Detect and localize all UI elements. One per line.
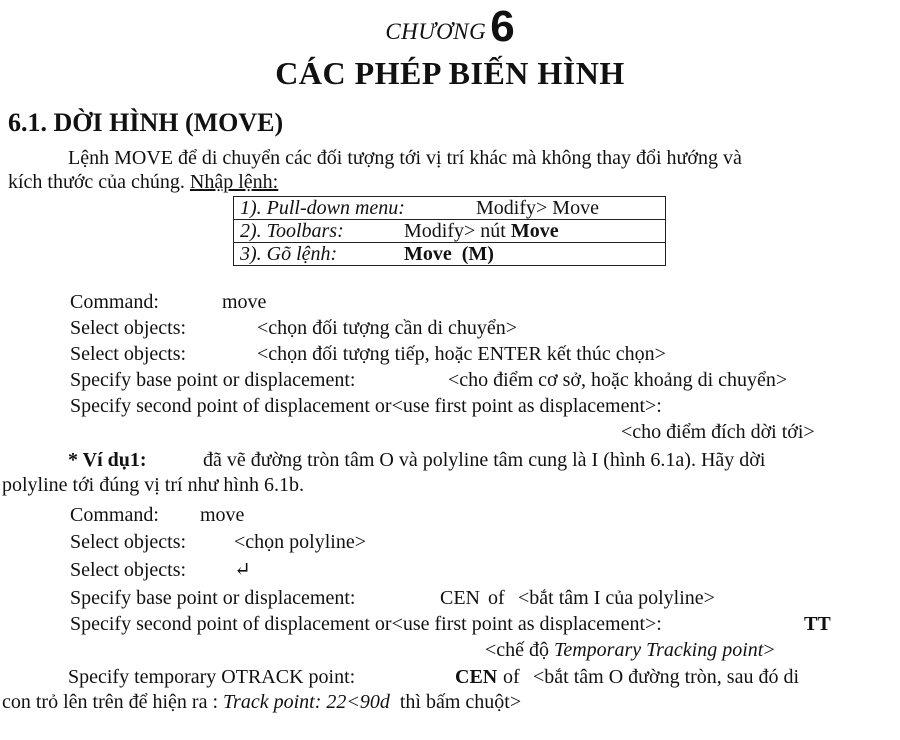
command-prompt: Specify base point or displacement:: [70, 369, 356, 391]
row-value: Modify> Move: [476, 197, 599, 219]
table-row: [234, 197, 666, 220]
command-keyword: TT: [804, 613, 831, 635]
command-prompt: Command:: [70, 291, 159, 313]
command-prompt: Select objects:: [70, 531, 187, 553]
row-label: 1). Pull-down menu:: [240, 197, 405, 219]
command-line: [70, 558, 251, 582]
command-line: [70, 586, 715, 610]
otrack-keyword: CEN: [455, 666, 498, 688]
otrack-line-1: [68, 665, 799, 689]
command-prompt: Specify base point or displacement:: [70, 587, 356, 609]
tracking-note-suffix: >: [763, 639, 775, 661]
command-continuation: <cho điểm đích dời tới>: [621, 421, 815, 443]
command-prompt: Select objects:: [70, 343, 187, 365]
row-label: 2). Toolbars:: [240, 220, 344, 242]
chapter-header: [0, 2, 900, 52]
row-value-bold: Move: [510, 220, 559, 242]
otrack-response: <bắt tâm O đường tròn, sau đó di: [533, 666, 799, 688]
otrack-track-point: Track point: 22<90d: [223, 691, 390, 713]
example-line-1: [68, 448, 765, 472]
command-prompt: Select objects:: [70, 559, 187, 581]
table-row: [234, 243, 666, 266]
command-prompt: Select objects:: [70, 317, 187, 339]
otrack-prompt: Specify temporary OTRACK point:: [68, 666, 356, 688]
command-response: move: [200, 504, 245, 526]
command-line: [70, 290, 266, 314]
command-line: [70, 394, 662, 418]
command-response: <chọn đối tượng tiếp, hoặc ENTER kết thúc chọn>: [257, 343, 666, 365]
tracking-note: [485, 638, 775, 662]
example-label: * Ví dụ1:: [68, 449, 147, 471]
table-row: [234, 220, 666, 243]
command-response: move: [222, 291, 267, 313]
command-line: [70, 612, 831, 636]
intro-line-2-enter-command: Nhập lệnh:: [189, 171, 279, 193]
chapter-title: CÁC PHÉP BIẾN HÌNH: [275, 55, 625, 91]
intro-line-2: [8, 170, 278, 194]
command-response: <bắt tâm I của polyline>: [518, 587, 715, 609]
command-line: [70, 316, 517, 340]
command-line: [70, 530, 366, 554]
section-heading: 6.1. DỜI HÌNH (MOVE): [8, 108, 284, 137]
command-access-table: [233, 196, 666, 266]
otrack-of: of: [503, 666, 520, 688]
table-cell: [234, 243, 666, 266]
command-keyword: CEN: [440, 587, 480, 609]
row-label: 3). Gõ lệnh:: [240, 243, 338, 265]
command-line: [70, 342, 666, 366]
enter-key-icon: ↵: [234, 559, 251, 581]
tracking-note-mode: Temporary Tracking point: [554, 639, 764, 661]
example-text: đã vẽ đường tròn tâm O và polyline tâm cung là I (hình 6.1a). Hãy dời: [203, 449, 766, 471]
chapter-number: 6: [490, 2, 515, 51]
chapter-word: CHƯƠNG: [385, 19, 487, 44]
otrack-line-2-suffix: thì bấm chuột>: [389, 691, 522, 713]
table-cell: [234, 220, 666, 243]
command-prompt: Specify second point of displacement or<use first point as displacement>:: [70, 613, 662, 635]
command-line: [70, 503, 244, 527]
command-prompt: Specify second point of displacement or<use first point as displacement>:: [70, 395, 662, 417]
command-line: [70, 368, 787, 392]
intro-line-1: Lệnh MOVE để di chuyển các đối tượng tới vị trí khác mà không thay đổi hướng và: [68, 147, 742, 169]
command-response: <cho điểm cơ sở, hoặc khoảng di chuyển>: [448, 369, 788, 391]
example-line-2: polyline tới đúng vị trí như hình 6.1b.: [2, 474, 304, 496]
otrack-line-2-prefix: con trỏ lên trên để hiện ra :: [2, 691, 224, 713]
command-response: <chọn đối tượng cần di chuyển>: [257, 317, 518, 339]
command-response: <chọn polyline>: [234, 531, 366, 553]
intro-line-2-text: kích thước của chúng.: [8, 171, 190, 193]
command-prompt: Command:: [70, 504, 159, 526]
row-value: Modify> nút: [404, 220, 511, 242]
row-value-bold: Move (M): [404, 243, 494, 265]
otrack-line-2: [2, 690, 521, 714]
tracking-note-prefix: <chế độ: [485, 639, 555, 661]
command-of: of: [488, 587, 505, 609]
table-cell: [234, 197, 666, 220]
